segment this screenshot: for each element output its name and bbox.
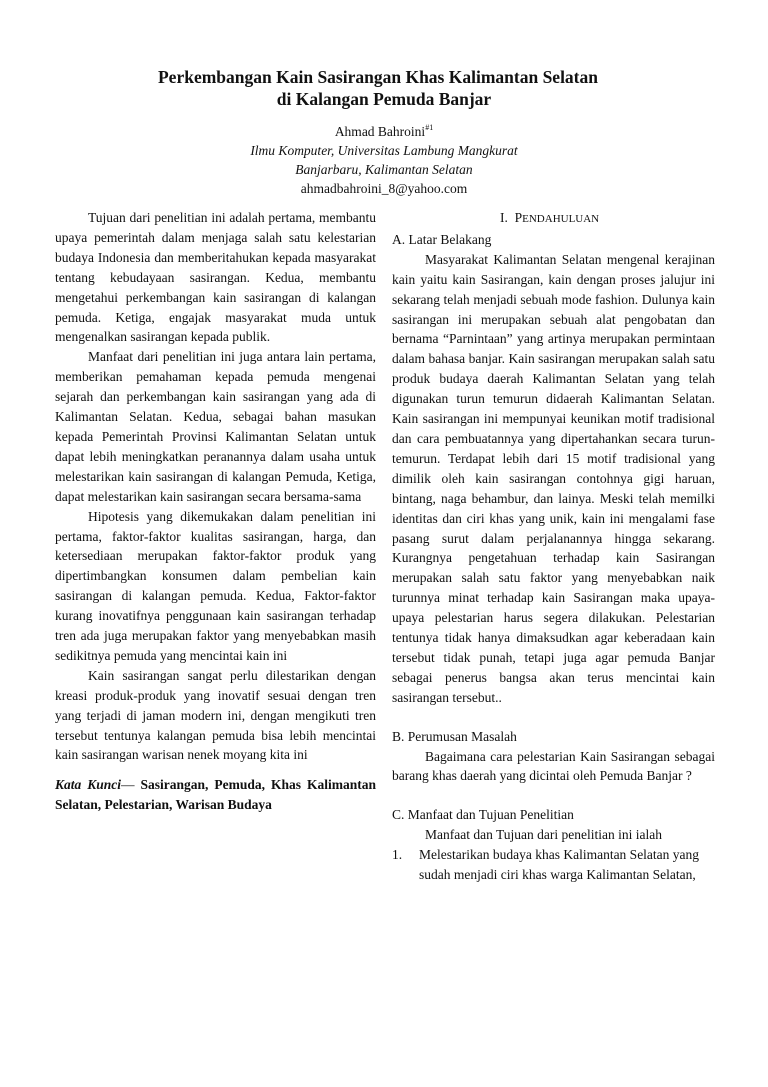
subsection-heading-b: B. Perumusan Masalah [392,728,517,744]
section-heading-introduction [392,208,715,230]
list-item-number: 1. [392,847,403,863]
abstract-paragraph-4: Kain sasirangan sangat perlu dilestarikan dengan kreasi produk-produk yang inovatif sesuai dengan tren yang terjadi di jaman modern ini, dengan mengikuti tren tersebut tentunya kalangan pemuda bisa lebih mencintai kain sasirangan warisan nenek moyang kita ini [55,667,376,763]
objectives-list [392,845,715,885]
abstract-paragraph-3: Hipotesis yang dikemukakan dalam penelitian ini pertama, faktor-faktor kualitas sasirangan, harga, dan ketersediaan merupakan faktor-faktor produk yang dipertimbangkan konsumen dalam pembelian kain sasirangan di kalangan pemuda. Kedua, Faktor-faktor kurang inovatifnya penggunaan kain sasirangan terhadap tren ada juga merupakan faktor yang menyebabkan masih sedikitnya pemuda yang mencintai kain ini [55,508,376,663]
keywords-text: Sasirangan, Pemuda, Khas Kalimantan Selatan, Pelestarian, Warisan Budaya [55,777,376,813]
section-number: I. [500,210,508,225]
abstract-paragraph-1: Tujuan dari penelitian ini adalah pertama, membantu upaya pemerintah dalam menjaga salah satu kelestarian budaya Indonesia dan memberitahukan kepada masyarakat tentang kebudayaan sasirangan. Kedua, membantu mengetahui perkembangan kain sasirangan di kalangan pemuda. Ketiga, engajak masyarakat muda untuk mengenalkan sasirangan kepada publik. [55,210,376,345]
list-item [392,845,715,885]
spacer [392,786,715,805]
subsection-heading-c: C. Manfaat dan Tujuan Penelitian [392,807,574,823]
title-line-2: di Kalangan Pemuda Banjar [276,89,492,109]
author-name-line [335,124,433,139]
section-title-rest: ENDAHULUAN [522,213,600,225]
section-title-first-letter: P [514,210,523,225]
keywords-label: Kata Kunci [55,777,122,793]
left-column [55,208,376,815]
paper-title [0,66,768,110]
author-name: Ahmad Bahroini [334,124,426,139]
author-superscript: #1 [425,123,434,132]
subsection-a-text: Masyarakat Kalimantan Selatan mengenal kerajinan kain yaitu kain Sasirangan, kain dengan proses jalujur ini sekarang telah menjadi sebuah mode fashion. Dulunya kain sasirangan ini merupakan sebuah alat pengobatan dan bernama “Parnintaan” yang artinya merupakan permintaan dalam bahasa banjar. Kain sasirangan merupakan salah satu produk budaya daerah Kalimantan Selatan yang telah digunakan turun temurun didaerah Kalimantan Selatan. Kain sasirangan ini mempunyai keunikan motif tradisional dan cara pembuatannya yang dipertahankan secara turun-temurun. Terdapat lebih dari 15 motif tradisional yang dimilik oleh kain sasirangan contohnya gigi haruan, bintang, naga behambur, dan lainya. Meski telah memilki identitas dan ciri khas yang unik, kain ini mengalami fase pasang surut dalam perjalanannya hingga sekarang. Kurangnya pengetahuan terhadap kain Sasirangan merupakan salah satu faktor yang menyebabkan naik turunnya minat terhadap kain Sasirangan maka upaya-upaya pelestarian harus segera dilakukan. Pelestarian tentunya tidak hanya dimaksudkan agar keberadaan kain tersebut tidak punah, tetapi juga agar pemuda Banjar sebagai penerus bangsa akan terus mencintai kain sasirangan tersebut.. [392,251,715,705]
abstract-paragraph-2: Manfaat dari penelitian ini juga antara lain pertama, memberikan pemahaman kepada pemuda mengenai sejarah dan perkembangan kain sasirangan yang ada di Kalimantan Selatan. Kedua, sebagai bahan masukan kepada Pemerintah Provinsi Kalimantan Selatan untuk dapat lebih meningkatkan peranannya dalam usaha untuk melestarikan kain sasirangan di kalangan Pemuda, Ketiga, dapat melestarikan kain sasirangan secara bersama-sama [55,349,376,504]
subsection-b-text: Bagaimana cara pelestarian Kain Sasirangan sebagai barang khas daerah yang dicintai oleh Pemuda Banjar ? [392,748,715,784]
author-email: ahmadbahroini_8@yahoo.com [300,181,468,196]
keywords [55,775,376,815]
author-block [0,118,768,198]
title-line-1: Perkembangan Kain Sasirangan Khas Kalimantan Selatan [157,67,598,87]
author-affiliation-1: Ilmu Komputer, Universitas Lambung Mangkurat [250,143,518,158]
right-column [392,208,715,885]
list-item-text: Melestarikan budaya khas Kalimantan Selatan yang sudah menjadi ciri khas warga Kalimantan Selatan, [419,847,700,883]
subsection-heading-a: A. Latar Belakang [392,231,492,247]
spacer [392,708,715,727]
subsection-c-text: Manfaat dan Tujuan dari penelitian ini ialah [425,827,662,843]
keywords-dash: — [121,777,135,793]
author-affiliation-2: Banjarbaru, Kalimantan Selatan [295,162,473,177]
